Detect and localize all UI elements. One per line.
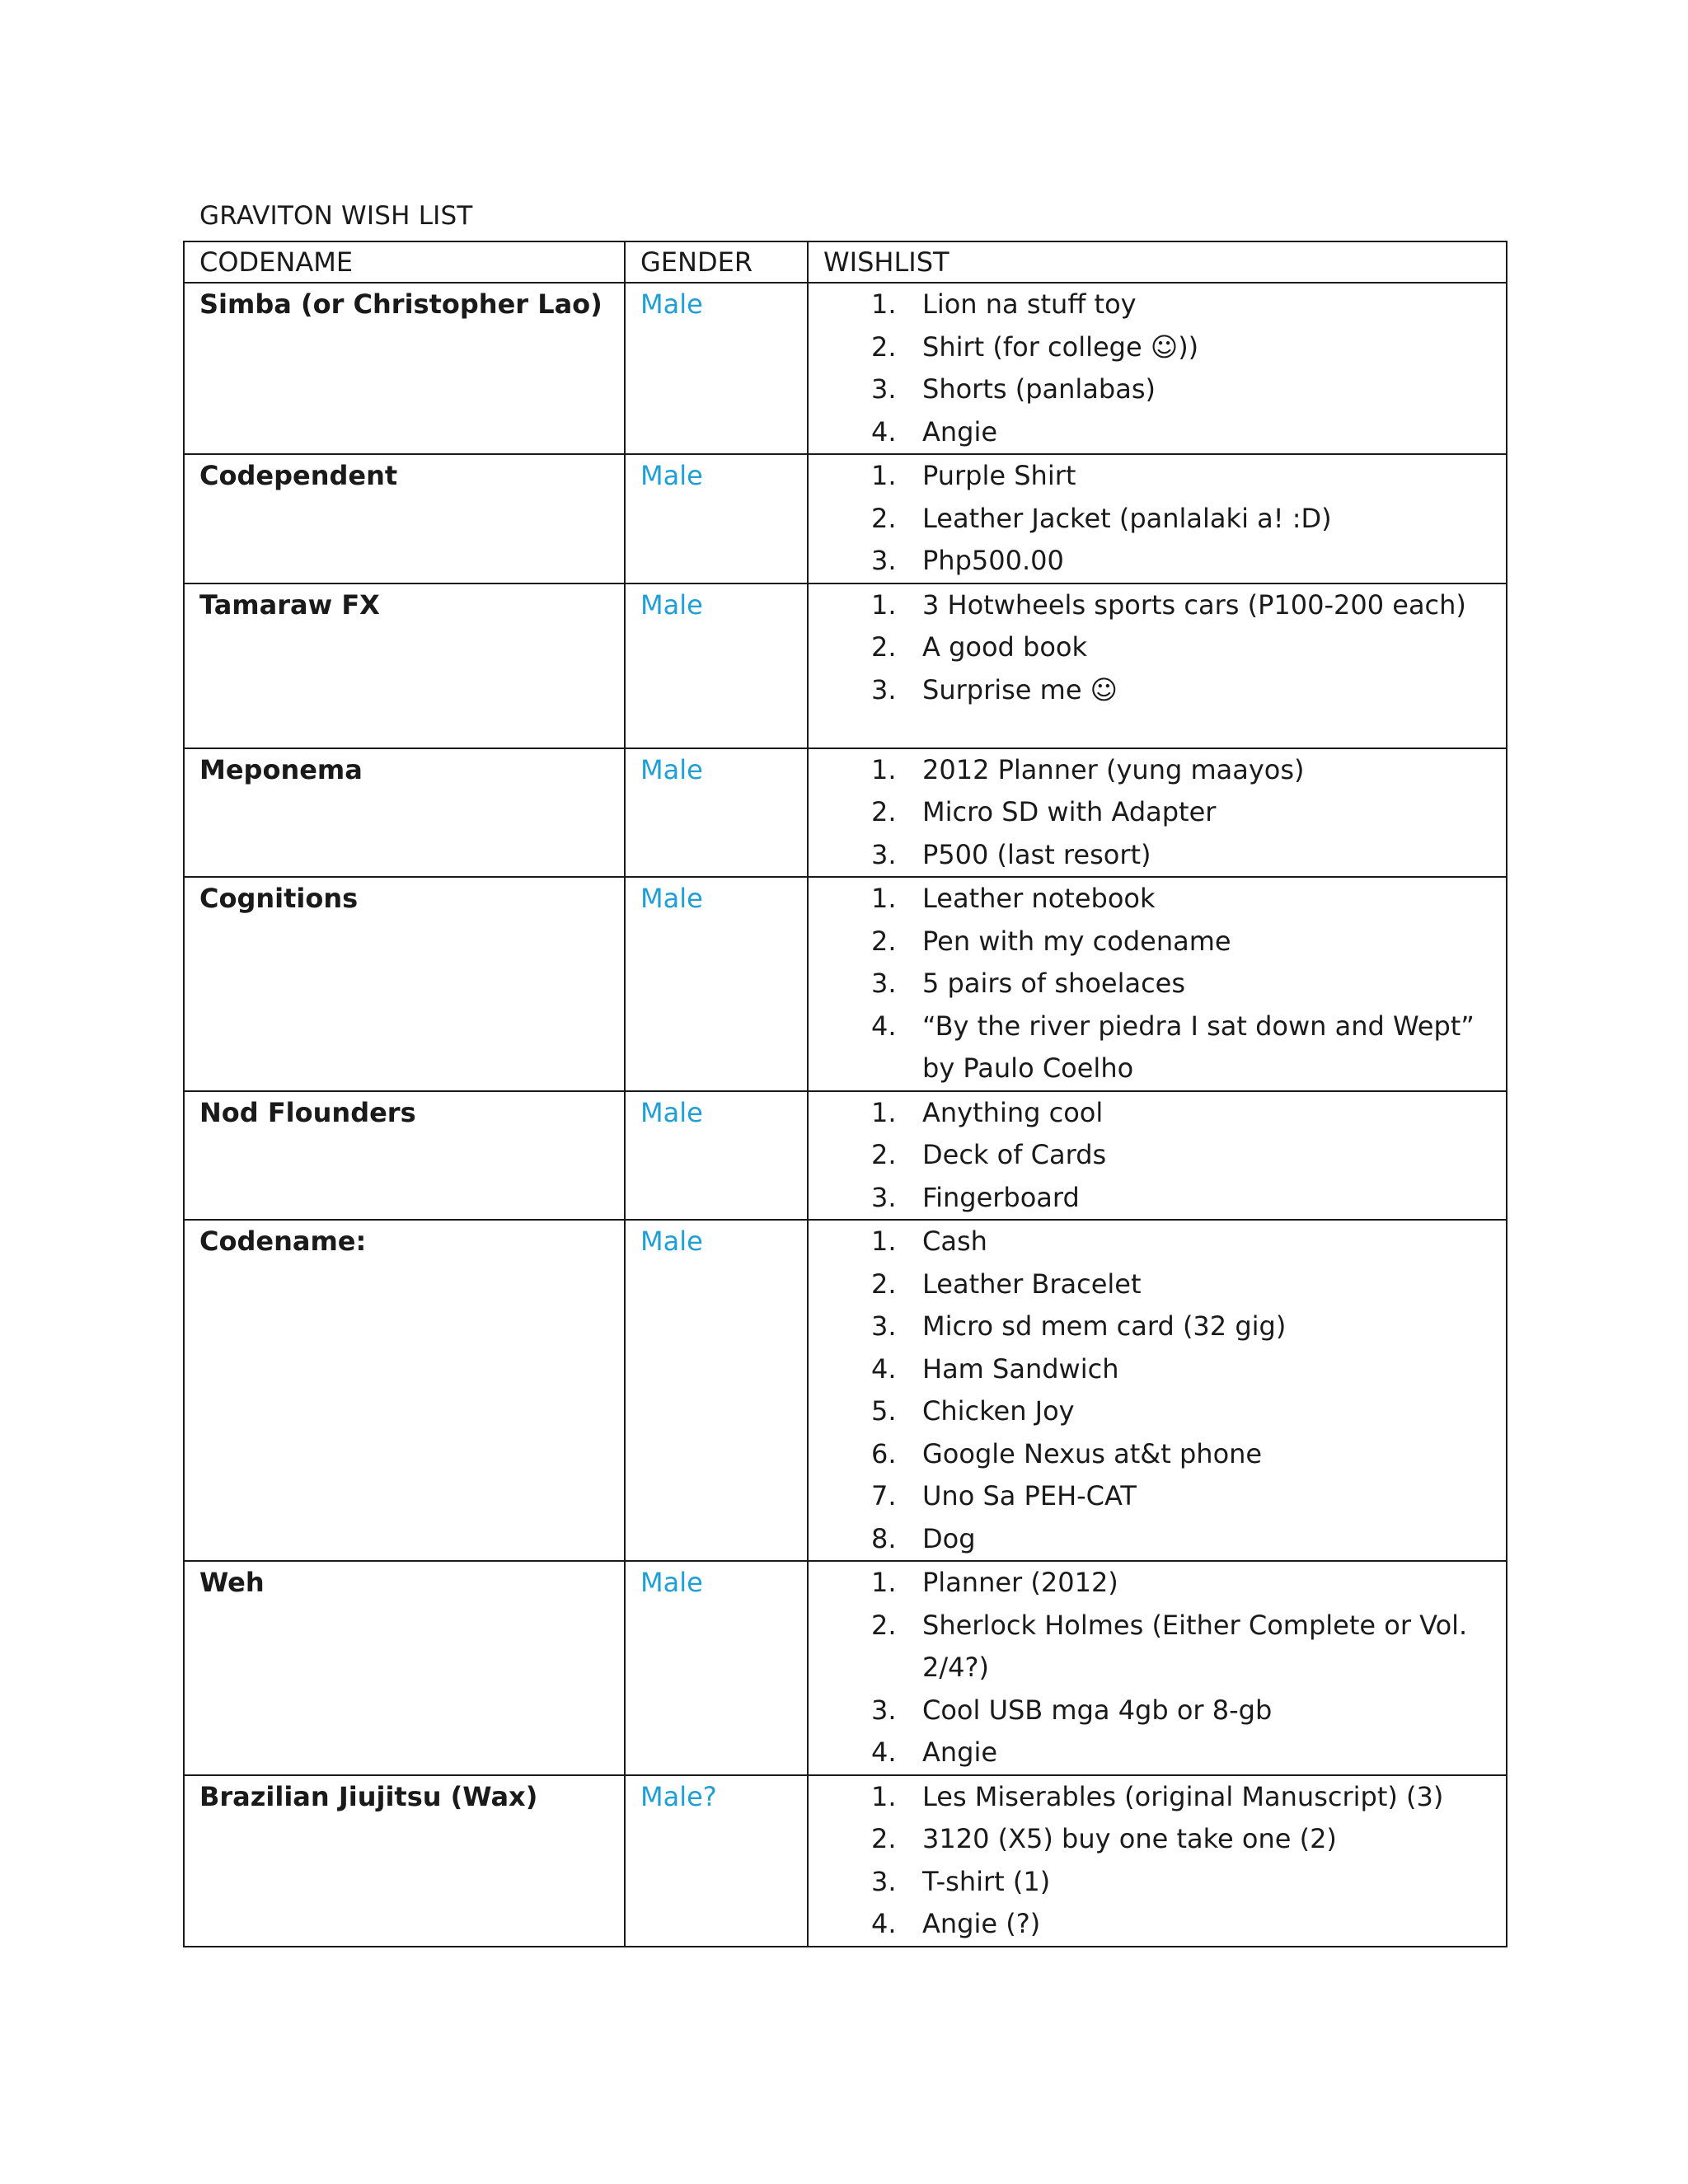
codename-cell: Weh — [184, 1561, 625, 1775]
wishlist-item-text: Dog — [922, 1522, 976, 1554]
list-number: 2. — [871, 330, 897, 363]
wishlist-item — [809, 1390, 1506, 1433]
wishlist-item-text: P500 (last resort) — [922, 838, 1151, 870]
wishlist-item — [809, 1433, 1506, 1476]
wishlist-item — [809, 626, 1506, 669]
wishlist-item — [809, 749, 1506, 792]
wishlist-item — [809, 1475, 1506, 1518]
list-number: 3. — [871, 968, 897, 999]
wishlist-item-text: 3 Hotwheels sports cars (P100-200 each) — [922, 588, 1466, 621]
wishlist-item — [809, 1518, 1506, 1561]
list-number: 4. — [871, 1908, 897, 1939]
wishlist-item-text: Shorts (panlabas) — [922, 373, 1156, 405]
wishlist-item-text: Purple Shirt — [922, 460, 1076, 491]
wishlist — [809, 749, 1506, 877]
wishlist-cell — [808, 454, 1507, 583]
list-number: 4. — [871, 1736, 897, 1768]
list-number: 1. — [871, 1780, 897, 1812]
wishlist-item-text: Surprise me ☺ — [922, 673, 1118, 705]
header-gender: GENDER — [625, 241, 808, 283]
wishlist-item — [809, 1348, 1506, 1391]
codename-cell: Brazilian Jiujitsu (Wax) — [184, 1775, 625, 1947]
wishlist — [809, 878, 1506, 1090]
wishlist-item — [809, 1818, 1506, 1861]
wishlist-item-text: 2012 Planner (yung maayos) — [922, 753, 1305, 785]
list-number: 2. — [871, 925, 897, 957]
wishlist-item-text: Les Miserables (original Manuscript) (3) — [922, 1780, 1444, 1812]
wishlist-item-text: Cash — [922, 1226, 987, 1257]
wishlist-item — [809, 1221, 1506, 1263]
wishlist-cell — [808, 1561, 1507, 1775]
wishlist-item — [809, 963, 1506, 1005]
wishlist-item-text: Anything cool — [922, 1096, 1104, 1128]
table-row — [184, 1561, 1507, 1775]
list-number: 2. — [871, 1268, 897, 1300]
table-row — [184, 1220, 1507, 1561]
gender-cell: Male? — [625, 1775, 808, 1947]
wishlist-item-text: Micro SD with Adapter — [922, 796, 1217, 827]
list-number: 4. — [871, 1352, 897, 1385]
gender-cell: Male — [625, 1091, 808, 1221]
wishlist-item — [809, 1903, 1506, 1946]
wishlist-item — [809, 411, 1506, 454]
wishlist-item-text: Pen with my codename — [922, 925, 1231, 957]
table-body — [184, 283, 1507, 1947]
list-number: 3. — [871, 545, 897, 576]
wishlist-item-text: Lion na stuff toy — [922, 288, 1137, 320]
wishlist-item — [809, 1776, 1506, 1819]
wishlist-item — [809, 1005, 1506, 1090]
wishlist-item — [809, 1605, 1506, 1690]
list-number: 2. — [871, 1139, 897, 1170]
list-number: 2. — [871, 1823, 897, 1854]
wishlist-cell — [808, 283, 1507, 454]
wishlist — [809, 1776, 1506, 1946]
list-number: 2. — [871, 1609, 897, 1641]
codename-cell: Codependent — [184, 454, 625, 583]
wishlist-item — [809, 791, 1506, 834]
list-number: 3. — [871, 373, 897, 405]
wishlist-item — [809, 584, 1506, 627]
wishlist-item-text: Leather Bracelet — [922, 1268, 1142, 1300]
wishlist — [809, 1562, 1506, 1774]
wishlist-item — [809, 455, 1506, 498]
wishlist-item — [809, 1177, 1506, 1220]
wishlist-cell — [808, 748, 1507, 878]
list-number: 1. — [871, 588, 897, 621]
wishlist-item-text: 3120 (X5) buy one take one (2) — [922, 1823, 1337, 1854]
wishlist-item — [809, 921, 1506, 963]
wishlist-item — [809, 1690, 1506, 1732]
list-number: 1. — [871, 1567, 897, 1598]
wishlist-item-text: Planner (2012) — [922, 1567, 1118, 1598]
table-row — [184, 748, 1507, 878]
wishlist-item-text: Leather Jacket (panlalaki a! :D) — [922, 502, 1332, 534]
wishlist-item-text: Php500.00 — [922, 545, 1064, 576]
table-row — [184, 877, 1507, 1091]
wish-list-table — [183, 241, 1507, 1947]
gender-cell: Male — [625, 583, 808, 748]
codename-cell: Nod Flounders — [184, 1091, 625, 1221]
table-row — [184, 583, 1507, 748]
gender-cell: Male — [625, 454, 808, 583]
wishlist-item-text: Shirt (for college ☺)) — [922, 330, 1199, 363]
wishlist-cell — [808, 877, 1507, 1091]
wishlist-cell — [808, 1220, 1507, 1561]
header-codename: CODENAME — [184, 241, 625, 283]
wishlist-item — [809, 1092, 1506, 1135]
wishlist-item-text: Angie (?) — [922, 1908, 1041, 1939]
list-number: 3. — [871, 1181, 897, 1213]
list-number: 2. — [871, 502, 897, 534]
wishlist-item — [809, 1732, 1506, 1774]
list-number: 7. — [871, 1480, 897, 1511]
list-number: 1. — [871, 1096, 897, 1128]
wishlist-item-text: Google Nexus at&t phone — [922, 1437, 1263, 1469]
wishlist — [809, 1221, 1506, 1560]
wishlist-item-text: Deck of Cards — [922, 1139, 1107, 1170]
wishlist-item-text: A good book — [922, 631, 1088, 663]
table-header-row — [184, 241, 1507, 283]
wishlist-item — [809, 368, 1506, 411]
wishlist-item-text: Angie — [922, 1736, 998, 1768]
list-number: 3. — [871, 673, 897, 705]
wishlist-item — [809, 1562, 1506, 1605]
list-number: 6. — [871, 1437, 897, 1469]
wishlist-item-text: Fingerboard — [922, 1181, 1080, 1213]
list-number: 3. — [871, 1310, 897, 1342]
table-row — [184, 454, 1507, 583]
list-number: 1. — [871, 288, 897, 320]
list-number: 1. — [871, 1226, 897, 1257]
wishlist-cell — [808, 1091, 1507, 1221]
wishlist-item — [809, 878, 1506, 921]
list-number: 3. — [871, 1694, 897, 1726]
gender-cell: Male — [625, 283, 808, 454]
wishlist-item-text: Sherlock Holmes (Either Complete or Vol. 2/4?) — [922, 1609, 1468, 1683]
gender-cell: Male — [625, 877, 808, 1091]
wishlist-item-text: Ham Sandwich — [922, 1352, 1119, 1385]
wishlist-item-text: “By the river piedra I sat down and Wept” by Paulo Coelho — [922, 1010, 1475, 1084]
list-number: 4. — [871, 1010, 897, 1042]
wishlist-item — [809, 834, 1506, 877]
wishlist — [809, 584, 1506, 712]
wishlist-item — [809, 540, 1506, 583]
codename-cell: Cognitions — [184, 877, 625, 1091]
wishlist — [809, 455, 1506, 583]
list-number: 1. — [871, 460, 897, 491]
codename-cell: Meponema — [184, 748, 625, 878]
list-number: 2. — [871, 631, 897, 663]
list-number: 3. — [871, 838, 897, 870]
list-number: 5. — [871, 1395, 897, 1427]
wishlist — [809, 1092, 1506, 1220]
codename-cell: Codename: — [184, 1220, 625, 1561]
table-row — [184, 1091, 1507, 1221]
codename-cell: Simba (or Christopher Lao) — [184, 283, 625, 454]
wishlist-item — [809, 669, 1506, 712]
table-row — [184, 283, 1507, 454]
wishlist — [809, 284, 1506, 453]
list-number: 2. — [871, 796, 897, 827]
list-number: 8. — [871, 1522, 897, 1554]
wishlist-item-text: Uno Sa PEH-CAT — [922, 1480, 1137, 1511]
wishlist-cell — [808, 1775, 1507, 1947]
wishlist-item — [809, 326, 1506, 369]
wishlist-item — [809, 1134, 1506, 1177]
list-number: 1. — [871, 753, 897, 785]
wishlist-item-text: Cool USB mga 4gb or 8-gb — [922, 1694, 1273, 1726]
list-number: 3. — [871, 1865, 897, 1897]
gender-cell: Male — [625, 1220, 808, 1561]
page-title: GRAVITON WISH LIST — [199, 201, 473, 231]
wishlist-cell — [808, 583, 1507, 748]
list-number: 4. — [871, 415, 897, 448]
wishlist-item-text: Chicken Joy — [922, 1395, 1075, 1427]
wishlist-item — [809, 1305, 1506, 1348]
header-wishlist: WISHLIST — [808, 241, 1507, 283]
wishlist-item — [809, 284, 1506, 326]
wishlist-item-text: T-shirt (1) — [922, 1865, 1051, 1897]
wishlist-item — [809, 498, 1506, 541]
wishlist-item-text: Angie — [922, 415, 998, 448]
wishlist-item-text: 5 pairs of shoelaces — [922, 968, 1186, 999]
wishlist-item-text: Leather notebook — [922, 883, 1156, 914]
wishlist-item-text: Micro sd mem card (32 gig) — [922, 1310, 1287, 1342]
gender-cell: Male — [625, 1561, 808, 1775]
wishlist-item — [809, 1861, 1506, 1904]
table-row — [184, 1775, 1507, 1947]
gender-cell: Male — [625, 748, 808, 878]
list-number: 1. — [871, 883, 897, 914]
codename-cell: Tamaraw FX — [184, 583, 625, 748]
wishlist-item — [809, 1263, 1506, 1306]
